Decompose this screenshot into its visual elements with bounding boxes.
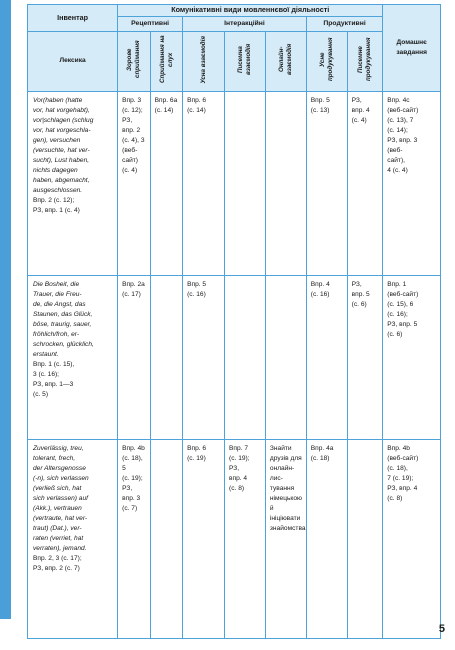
cell-line: (с. 14) — [154, 106, 174, 114]
cell-line: (с. 18), — [122, 454, 143, 462]
lexicon-line: gen), versuchen — [33, 137, 81, 145]
reading-cell — [118, 439, 150, 638]
lexicon-line: sucht), Lust haben, — [33, 157, 90, 165]
lexicon-line: de, die Angst, das — [33, 300, 86, 308]
lexicon-line: sich verlassen) auf — [33, 495, 88, 503]
cell-line: (с. 19); — [229, 454, 250, 462]
homework-cell — [383, 439, 441, 638]
cell-line: (с. 19) — [187, 454, 206, 462]
lexicon-line: vor, hat vorgehabt), — [33, 106, 90, 114]
cell-line: впр. 4 — [351, 106, 370, 114]
lexicon-cell — [28, 275, 118, 439]
lexicon-header: Лексика — [28, 31, 118, 91]
lexicon-cell — [28, 91, 118, 275]
lesson-plan-table — [27, 4, 441, 639]
cell-line: впр. 4 — [229, 475, 248, 482]
lexicon-line: (vertraute, hat ver- — [33, 515, 88, 523]
lexicon-line: (-n), sich verlassen — [33, 475, 89, 482]
lexicon-line: böse, traurig, sauer, — [33, 321, 92, 329]
lexicon-line: tolerant, frech, — [33, 454, 76, 462]
cell-line: (с. 14) — [187, 106, 206, 114]
cell-line: (с. 16) — [187, 290, 206, 298]
cell-line: впр. 3 — [122, 495, 141, 503]
cell-line: (с. 18), — [387, 464, 408, 472]
homework-cell — [383, 275, 441, 439]
online-interaction-cell — [265, 91, 306, 275]
lexicon-reference: РЗ, впр. 2 (с. 7) — [33, 565, 80, 573]
cell-line: (с. 4) — [351, 116, 367, 124]
cell-line: РЗ, впр. 3 — [387, 137, 418, 145]
inventory-header: Інвентар — [28, 5, 118, 32]
listening-cell — [150, 91, 182, 275]
cell-line: (с. 16) — [310, 290, 330, 298]
cell-line: Знайти — [269, 444, 292, 452]
online-interaction-header: Онлайн-взаємодія — [265, 31, 306, 91]
cell-line: (с. 17) — [122, 290, 141, 298]
lexicon-line: nichts dagegen — [33, 167, 78, 175]
cell-line: (с. 4) — [122, 167, 138, 175]
cell-line: (веб-сайт) — [387, 290, 419, 298]
cell-line: (веб- — [122, 147, 138, 155]
cell-line: сайт), — [387, 157, 405, 165]
cell-line: (с. 15), 6 — [387, 300, 414, 308]
cell-line: РЗ, впр. 5 — [387, 321, 418, 329]
cell-line: впр. 2 — [122, 127, 141, 134]
cell-line: (с. 19); — [122, 475, 143, 482]
cell-line: (веб- — [387, 147, 403, 155]
cell-line: німецькою — [269, 495, 302, 503]
lexicon-line: Die Bosheit, die — [33, 280, 80, 288]
oral-interaction-cell — [183, 91, 225, 275]
oral-production-cell — [306, 439, 347, 638]
cell-line: (с. 4), 3 — [122, 137, 145, 145]
table-row — [28, 91, 441, 275]
reading-cell — [118, 275, 150, 439]
cell-line: Впр. 6 — [187, 96, 207, 104]
lexicon-line: fröhlich/froh, er- — [33, 331, 80, 339]
table-row — [28, 439, 441, 638]
oral-interaction-header: Усна взаємодія — [183, 31, 225, 91]
cell-line: Впр. 5 — [310, 96, 330, 104]
cell-line: Впр. 1 — [387, 280, 407, 288]
lexicon-line: vor|schlagen (schlug — [33, 116, 94, 124]
homework-cell — [383, 91, 441, 275]
cell-line: (веб-сайт) — [387, 454, 419, 462]
cell-line: Впр. 4а — [310, 444, 334, 452]
lexicon-line: Zuverlässig, treu, — [33, 444, 84, 452]
listening-header: Сприймання на слух — [150, 31, 182, 91]
written-interaction-header: Писемна взаємодія — [225, 31, 266, 91]
cell-line: Впр. 7 — [229, 444, 248, 452]
written-interaction-cell — [225, 275, 266, 439]
cell-line: (с. 6) — [351, 300, 367, 308]
cell-line: впр. 5 — [351, 290, 370, 298]
cell-line: друзів для — [269, 454, 302, 462]
page-number: 5 — [438, 623, 445, 635]
lexicon-reference: Впр. 1 (с. 15), — [33, 361, 75, 369]
lexicon-line: vor, hat vorgeschla- — [33, 127, 91, 134]
lexicon-reference: РЗ, впр. 1 (с. 4) — [33, 207, 80, 215]
written-production-header: Писемне продукування — [347, 31, 383, 91]
cell-line: 5 — [122, 464, 126, 472]
lexicon-line: raten (verriet, hat — [33, 535, 84, 543]
written-production-cell — [347, 91, 383, 275]
lexicon-reference: 3 (с. 16); — [33, 371, 60, 379]
online-interaction-cell — [265, 275, 306, 439]
oral-interaction-cell — [183, 275, 225, 439]
cell-line: Впр. 3 — [122, 96, 142, 104]
homework-header: Домашнє завдання — [383, 5, 441, 92]
lexicon-reference: РЗ, впр. 1—3 — [33, 381, 74, 389]
lexicon-line: haben, abgemacht, — [33, 177, 90, 185]
cell-line: 4 (с. 4) — [387, 167, 408, 175]
listening-cell — [150, 439, 182, 638]
cell-line: (веб-сайт) — [387, 106, 419, 114]
cell-line: РЗ, — [122, 116, 133, 124]
receptive-header: Рецептивні — [118, 16, 183, 31]
lexicon-reference: (с. 5) — [33, 391, 49, 399]
cell-line: 7 (с. 19); — [387, 475, 414, 482]
online-interaction-cell — [265, 439, 306, 638]
cell-line: Впр. 6а — [154, 96, 178, 104]
lexicon-reference: Впр. 2 (с. 12); — [33, 197, 75, 205]
lexicon-line: Staunen, das Glück, — [33, 311, 93, 318]
cell-line: Впр. 2а — [122, 280, 145, 288]
cell-line: (с. 8) — [387, 495, 403, 503]
lexicon-cell — [28, 439, 118, 638]
cell-line: Впр. 5 — [187, 280, 207, 288]
cell-line: Впр. 4с — [387, 96, 410, 104]
cell-line: (с. 14); — [387, 127, 408, 134]
reading-cell — [118, 91, 150, 275]
lexicon-line: (versuchte, hat ver- — [33, 147, 90, 155]
table-row — [28, 275, 441, 439]
cell-line: РЗ, — [229, 464, 240, 472]
cell-line: (с. 13), 7 — [387, 116, 414, 124]
cell-line: РЗ, — [351, 96, 362, 104]
cell-line: РЗ, — [351, 280, 362, 288]
oral-production-header: Усне продукування — [306, 31, 347, 91]
cell-line: (с. 7) — [122, 505, 138, 513]
written-interaction-cell — [225, 439, 266, 638]
cell-line: сайт) — [122, 157, 139, 165]
lexicon-line: Vor(haben (hatte — [33, 96, 83, 104]
lexicon-line: ausgeschlossen. — [33, 187, 83, 195]
cell-line: (с. 12); — [122, 106, 143, 114]
cell-line: (с. 8) — [229, 485, 245, 493]
cell-line: Впр. 4 — [310, 280, 330, 288]
lexicon-line: verraten), jemand. — [33, 545, 87, 553]
cell-line: онлайн-лис- — [269, 464, 295, 482]
lexicon-line: der Altersgenosse — [33, 464, 86, 472]
written-production-cell — [347, 439, 383, 638]
lexicon-line: Trauer, die Freu- — [33, 290, 82, 298]
cell-line: Впр. 4b — [122, 444, 145, 452]
cell-line: (с. 6) — [387, 331, 403, 339]
lexicon-line: (verließ sich, hat — [33, 485, 82, 493]
cell-line: Впр. 6 — [187, 444, 207, 452]
cell-line: знайомства — [269, 525, 306, 533]
lexicon-line: schrocken, glücklich, — [33, 341, 94, 349]
reading-header: Зорове сприймання — [118, 31, 150, 91]
lexicon-line: erstaunt. — [33, 351, 59, 359]
listening-cell — [150, 275, 182, 439]
activities-header: Комунікативні види мовленнєвої діяльності — [118, 5, 383, 17]
lexicon-line: traut) (Dat.), ver- — [33, 525, 82, 533]
cell-line: тування — [269, 485, 295, 493]
oral-production-cell — [306, 275, 347, 439]
written-interaction-cell — [225, 91, 266, 275]
interactive-header: Інтеракційні — [183, 16, 307, 31]
cell-line: (с. 18) — [310, 454, 330, 462]
lexicon-reference: Впр. 2, 3 (с. 17); — [33, 555, 82, 563]
left-margin-bar — [0, 0, 11, 619]
cell-line: (с. 16); — [387, 311, 408, 318]
lexicon-line: (Akk.), vertrauen — [33, 505, 82, 513]
cell-line: РЗ, впр. 4 — [387, 485, 418, 493]
cell-line: РЗ, — [122, 485, 133, 493]
cell-line: й ініціювати — [269, 505, 301, 523]
productive-header: Продуктивні — [306, 16, 383, 31]
cell-line: Впр. 4b — [387, 444, 410, 452]
oral-interaction-cell — [183, 439, 225, 638]
cell-line: (с. 13) — [310, 106, 330, 114]
oral-production-cell — [306, 91, 347, 275]
written-production-cell — [347, 275, 383, 439]
